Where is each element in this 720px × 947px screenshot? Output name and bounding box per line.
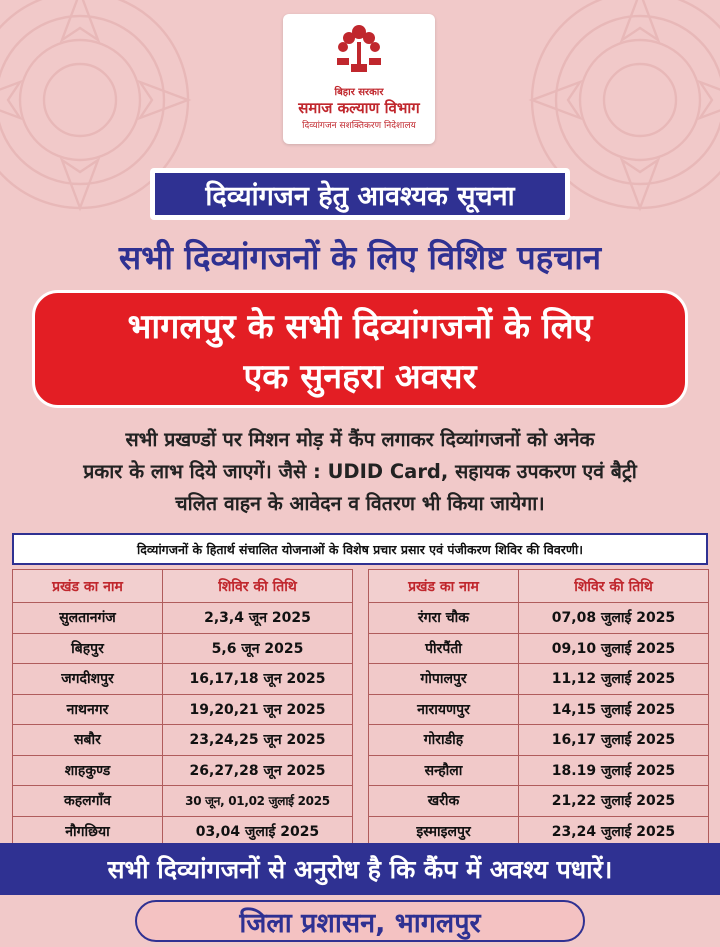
table-row bbox=[369, 694, 709, 725]
description-line-3: चलित वाहन के आवेदन व वितरण भी किया जायेगा। bbox=[175, 492, 545, 515]
department-logo bbox=[283, 14, 435, 144]
header-camp-date: शिविर की तिथि bbox=[519, 570, 709, 603]
appeal-bar: सभी दिव्यांगजनों से अनुरोध है कि कैंप में अवश्य पधारें। bbox=[0, 843, 720, 895]
table-row bbox=[13, 786, 353, 817]
camp-date: 07,08 जुलाई 2025 bbox=[519, 603, 709, 634]
block-name: रंगरा चौक bbox=[369, 603, 519, 634]
opportunity-line-2: एक सुनहरा अवसर bbox=[243, 357, 477, 397]
table-row bbox=[369, 816, 709, 847]
opportunity-panel bbox=[32, 290, 688, 408]
table-row bbox=[369, 755, 709, 786]
block-name: गोपालपुर bbox=[369, 664, 519, 695]
camp-date: 30 जून, 01,02 जुलाई 2025 bbox=[163, 786, 353, 817]
notice-banner bbox=[150, 168, 570, 220]
camp-date: 23,24 जुलाई 2025 bbox=[519, 816, 709, 847]
camp-date: 16,17 जुलाई 2025 bbox=[519, 725, 709, 756]
table-row bbox=[13, 664, 353, 695]
notice-banner-text: दिव्यांगजन हेतु आवश्यक सूचना bbox=[155, 173, 565, 215]
camp-date: 16,17,18 जून 2025 bbox=[163, 664, 353, 695]
camp-date: 18.19 जुलाई 2025 bbox=[519, 755, 709, 786]
camp-date: 2,3,4 जून 2025 bbox=[163, 603, 353, 634]
table-row bbox=[13, 694, 353, 725]
table-row bbox=[13, 755, 353, 786]
logo-govt-text: बिहार सरकार bbox=[334, 87, 384, 98]
block-name: शाहकुण्ड bbox=[13, 755, 163, 786]
table-row bbox=[13, 603, 353, 634]
table-row bbox=[369, 603, 709, 634]
block-name: सन्हौला bbox=[369, 755, 519, 786]
camp-date: 21,22 जुलाई 2025 bbox=[519, 786, 709, 817]
table-row bbox=[13, 633, 353, 664]
camp-date: 23,24,25 जून 2025 bbox=[163, 725, 353, 756]
table-row bbox=[369, 633, 709, 664]
camp-date: 26,27,28 जून 2025 bbox=[163, 755, 353, 786]
schedule-caption: दिव्यांगजनों के हितार्थ संचालित योजनाओं के विशेष प्रचार प्रसार एवं पंजीकरण शिविर की विवरणी। bbox=[12, 533, 708, 565]
block-name: इस्माइलपुर bbox=[369, 816, 519, 847]
block-name: बिहपुर bbox=[13, 633, 163, 664]
camp-date: 19,20,21 जून 2025 bbox=[163, 694, 353, 725]
description-line-2: प्रकार के लाभ दिये जाएगें। जैसे : UDID Card, सहायक उपकरण एवं बैट्री bbox=[83, 460, 637, 483]
camp-date: 03,04 जुलाई 2025 bbox=[163, 816, 353, 847]
block-name: सुलतानगंज bbox=[13, 603, 163, 634]
logo-department-text: समाज कल्याण विभाग bbox=[298, 99, 420, 117]
bodhi-tree-emblem-icon bbox=[329, 20, 389, 78]
schedule-table-left bbox=[12, 569, 353, 847]
table-header-row bbox=[13, 570, 353, 603]
table-row bbox=[13, 725, 353, 756]
camp-date: 14,15 जुलाई 2025 bbox=[519, 694, 709, 725]
block-name: गोराडीह bbox=[369, 725, 519, 756]
camp-date: 09,10 जुलाई 2025 bbox=[519, 633, 709, 664]
table-row bbox=[369, 725, 709, 756]
header-block-name: प्रखंड का नाम bbox=[13, 570, 163, 603]
opportunity-line-1: भागलपुर के सभी दिव्यांगजनों के लिए bbox=[127, 307, 593, 347]
table-header-row bbox=[369, 570, 709, 603]
block-name: खरीक bbox=[369, 786, 519, 817]
header-block-name: प्रखंड का नाम bbox=[369, 570, 519, 603]
block-name: जगदीशपुर bbox=[13, 664, 163, 695]
description-line-1: सभी प्रखण्डों पर मिशन मोड़ में कैंप लगाकर दिव्यांगजनों को अनेक bbox=[125, 428, 595, 451]
block-name: नारायणपुर bbox=[369, 694, 519, 725]
block-name: नाथनगर bbox=[13, 694, 163, 725]
block-name: नौगछिया bbox=[13, 816, 163, 847]
block-name: कहलगाँव bbox=[13, 786, 163, 817]
table-row bbox=[369, 664, 709, 695]
main-heading: सभी दिव्यांगजनों के लिए विशिष्ट पहचान bbox=[118, 238, 602, 277]
schedule-table-right bbox=[368, 569, 709, 847]
table-row bbox=[369, 786, 709, 817]
district-administration-footer: जिला प्रशासन, भागलपुर bbox=[135, 900, 585, 942]
schedule-tables bbox=[12, 569, 708, 840]
camp-date: 5,6 जून 2025 bbox=[163, 633, 353, 664]
block-name: पीरपैंती bbox=[369, 633, 519, 664]
camp-date: 11,12 जुलाई 2025 bbox=[519, 664, 709, 695]
logo-directorate-text: दिव्यांगजन सशक्तिकरण निदेशालय bbox=[302, 121, 416, 131]
block-name: सबौर bbox=[13, 725, 163, 756]
header-camp-date: शिविर की तिथि bbox=[163, 570, 353, 603]
table-row bbox=[13, 816, 353, 847]
description-paragraph bbox=[20, 424, 700, 520]
